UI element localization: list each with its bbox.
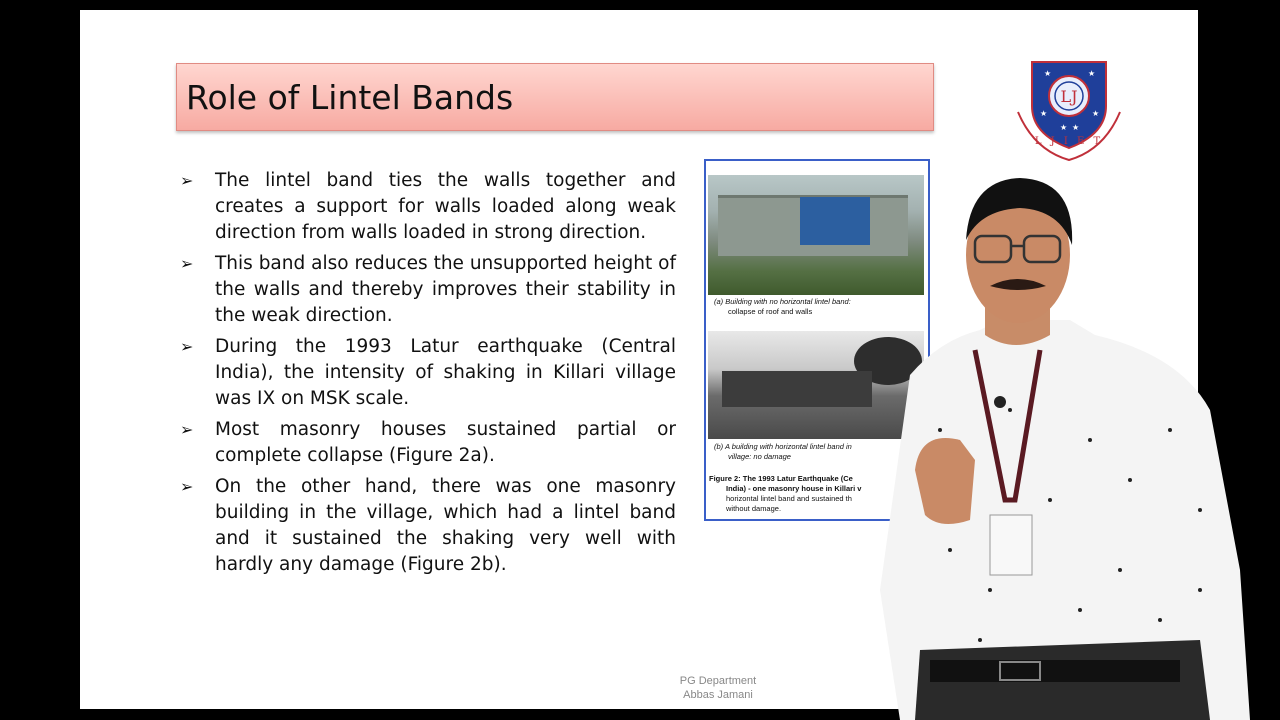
bullet-item: ➢ The lintel band ties the walls together and creates a support for walls loaded along weak direction from walls loaded in strong direction. <box>180 170 676 243</box>
svg-text:★: ★ <box>1072 123 1080 132</box>
svg-text:★: ★ <box>1088 69 1096 78</box>
bullet-item: ➢ During the 1993 Latur earthquake (Central India), the intensity of shaking in Killari village was IX on MSK scale. <box>180 336 676 409</box>
footer <box>640 674 796 702</box>
ljiet-logo <box>1014 60 1124 164</box>
bullet-list <box>178 168 676 583</box>
figure-caption-line4: without damage. <box>726 504 782 513</box>
arrow-bullet-icon: ➢ <box>180 171 194 190</box>
arrow-bullet-icon: ➢ <box>180 254 194 273</box>
caption-b-line1: (b) A building with horizontal lintel band in <box>714 442 852 451</box>
title-bar <box>176 63 934 131</box>
svg-text:★: ★ <box>1060 123 1068 132</box>
caption-b-line2: village: no damage <box>728 452 791 461</box>
slide-title: Role of Lintel Bands <box>186 78 514 117</box>
logo-letters: L J I E T <box>1034 136 1104 147</box>
arrow-bullet-icon: ➢ <box>180 477 194 496</box>
bullet-item: ➢ On the other hand, there was one masonry building in the village, which had a lintel band and it sustained the shaking very well with hardly any damage (Figure 2b). <box>180 476 676 575</box>
figure-caption-line2: India) - one masonry house in Killari v <box>726 484 862 493</box>
footer-department: PG Department <box>679 675 757 687</box>
svg-text:★: ★ <box>1044 69 1052 78</box>
svg-text:★: ★ <box>1040 109 1048 118</box>
footer-author: Abbas Jamani <box>683 689 753 701</box>
bullet-item: ➢ This band also reduces the unsupported height of the walls and thereby improves their stability in the weak direction. <box>180 253 676 326</box>
caption-a-line1: (a) Building with no horizontal lintel band: <box>714 297 851 306</box>
arrow-bullet-icon: ➢ <box>180 420 194 439</box>
figure-caption-line1: Figure 2: The 1993 Latur Earthquake (Ce <box>709 474 853 483</box>
caption-a-line2: collapse of roof and walls <box>728 307 813 316</box>
svg-text:LJ: LJ <box>1060 87 1078 106</box>
presenter-video <box>880 170 1260 720</box>
bullet-item: ➢ Most masonry houses sustained partial or complete collapse (Figure 2a). <box>180 419 676 466</box>
svg-text:★: ★ <box>1092 109 1100 118</box>
figure-caption-line3: horizontal lintel band and sustained th <box>726 494 852 503</box>
arrow-bullet-icon: ➢ <box>180 337 194 356</box>
